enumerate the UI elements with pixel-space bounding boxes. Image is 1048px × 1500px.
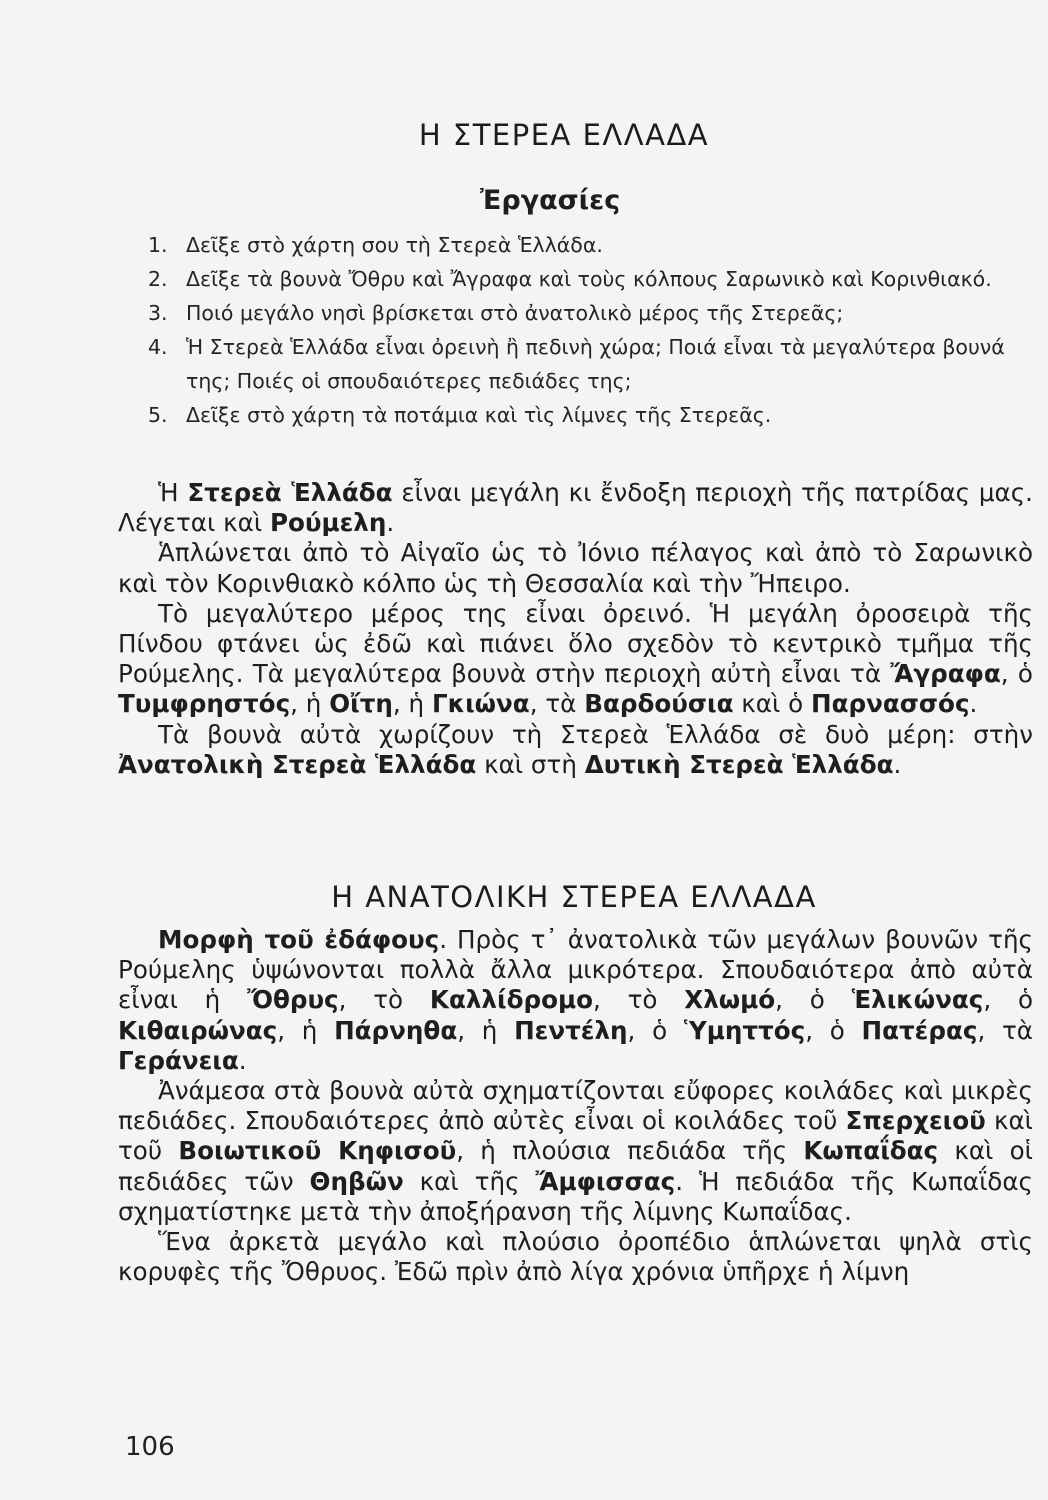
east-paragraph-1: Μορφὴ τοῦ ἐδάφους. Πρὸς τ᾽ ἀνατολικὰ τῶν μεγάλων βουνῶν τῆς Ρούμελης ὑψώνονται πολλὰ ἄλλα μικρότερα. Σπουδαιότερα ἀπὸ αὐτὰ εἶναι ἡ Ὄθρυς, τὸ Καλλίδρομο, τὸ Χλωμό, ὁ Ἑλικώνας, ὁ Κιθαιρώνας, ἡ Πάρνηθα, ἡ Πεντέλη, ὁ Ὑμηττός, ὁ Πατέρας, τὰ Γεράνεια.	[118, 925, 1034, 1075]
intro-paragraph-3: Τὸ μεγαλύτερο μέρος της εἶναι ὀρεινό. Ἡ μεγάλη ὀροσειρὰ τῆς Πίνδου φτάνει ὡς ἐδῶ καὶ πιάνει ὅλο σχεδὸν τὸ κεντρικὸ τμῆμα τῆς Ρούμελης. Τὰ μεγαλύτερα βουνὰ στὴν περιοχὴ αὐτὴ εἶναι τὰ Ἄγραφα, ὁ Τυμφρηστός, ἡ Οἴτη, ἡ Γκιώνα, τὰ Βαρδούσια καὶ ὁ Παρνασσός.	[118, 598, 1033, 719]
task-text: Δεῖξε στὸ χάρτη σου τὴ Στερεὰ Ἑλλάδα.	[186, 233, 603, 257]
task-number: 5.	[148, 403, 168, 427]
task-item	[148, 330, 1008, 398]
task-item	[148, 296, 1008, 330]
intro-paragraph-1: Ἡ Στερεὰ Ἑλλάδα εἶναι μεγάλη κι ἔνδοξη περιοχὴ τῆς πατρίδας μας. Λέγεται καὶ Ρούμελη.	[118, 478, 1033, 538]
task-number: 4.	[148, 335, 168, 359]
task-text: Ποιό μεγάλο νησὶ βρίσκεται στὸ ἀνατολικὸ μέρος τῆς Στερεᾶς;	[186, 301, 844, 325]
section-title: Η ΣΤΕΡΕΑ ΕΛΛΑΔΑ	[418, 118, 710, 152]
intro-paragraph-4: Τὰ βουνὰ αὐτὰ χωρίζουν τὴ Στερεὰ Ἑλλάδα σὲ δυὸ μέρη: στὴν Ἀνατολικὴ Στερεὰ Ἑλλάδα καὶ στὴ Δυτικὴ Στερεὰ Ἑλλάδα.	[118, 719, 1033, 779]
intro-text	[118, 478, 1033, 780]
task-number: 2.	[148, 267, 168, 291]
east-paragraph-3: Ἕνα ἀρκετὰ μεγάλο καὶ πλούσιο ὀροπέδιο ἁπλώνεται ψηλὰ στὶς κορυφὲς τῆς Ὄθρυος. Ἐδῶ πρὶν ἀπὸ λίγα χρόνια ὑπῆρχε ἡ λίμνη	[118, 1227, 1033, 1287]
task-item	[148, 228, 1008, 262]
page-number: 106	[125, 1432, 175, 1462]
intro-paragraph-2: Ἁπλώνεται ἀπὸ τὸ Αἰγαῖο ὡς τὸ Ἰόνιο πέλαγος καὶ ἀπὸ τὸ Σαρωνικὸ καὶ τὸν Κορινθιακὸ κόλπο ὡς τὴ Θεσσαλία καὶ τὴν Ἤπειρο.	[118, 538, 1033, 598]
task-number: 3.	[148, 301, 168, 325]
task-item	[148, 262, 1008, 296]
tasks-heading: Ἐργασίες	[480, 185, 621, 216]
task-item	[148, 398, 1008, 432]
tasks-list	[148, 228, 1008, 432]
east-paragraph-2: Ἀνάμεσα στὰ βουνὰ αὐτὰ σχηματίζονται εὔφορες κοιλάδες καὶ μικρὲς πεδιάδες. Σπουδαιότερες ἀπὸ αὐτὲς εἶναι οἱ κοιλάδες τοῦ Σπερχειοῦ καὶ τοῦ Βοιωτικοῦ Κηφισοῦ, ἡ πλούσια πεδιάδα τῆς Κωπαΐδας καὶ οἱ πεδιάδες τῶν Θηβῶν καὶ τῆς Ἄμφισσας. Ἡ πεδιάδα τῆς Κωπαΐδας σχηματίστηκε μετὰ τὴν ἀποξήρανση τῆς λίμνης Κωπαΐδας.	[118, 1076, 1033, 1226]
task-text: Δεῖξε στὸ χάρτη τὰ ποτάμια καὶ τὶς λίμνες τῆς Στερεᾶς.	[186, 403, 772, 427]
task-number: 1.	[148, 233, 168, 257]
east-text	[118, 925, 1033, 1287]
subsection-title: Η ΑΝΑΤΟΛΙΚΗ ΣΤΕΡΕΑ ΕΛΛΑΔΑ	[331, 880, 817, 914]
task-text: Ἡ Στερεὰ Ἑλλάδα εἶναι ὀρεινὴ ἢ πεδινὴ χώρα; Ποιά εἶναι τὰ μεγαλύτερα βουνά της; Ποιές οἱ σπουδαιότερες πεδιάδες της;	[186, 335, 1005, 393]
task-text: Δεῖξε τὰ βουνὰ Ὄθρυ καὶ Ἄγραφα καὶ τοὺς κόλπους Σαρωνικὸ καὶ Κορινθιακό.	[186, 267, 992, 291]
